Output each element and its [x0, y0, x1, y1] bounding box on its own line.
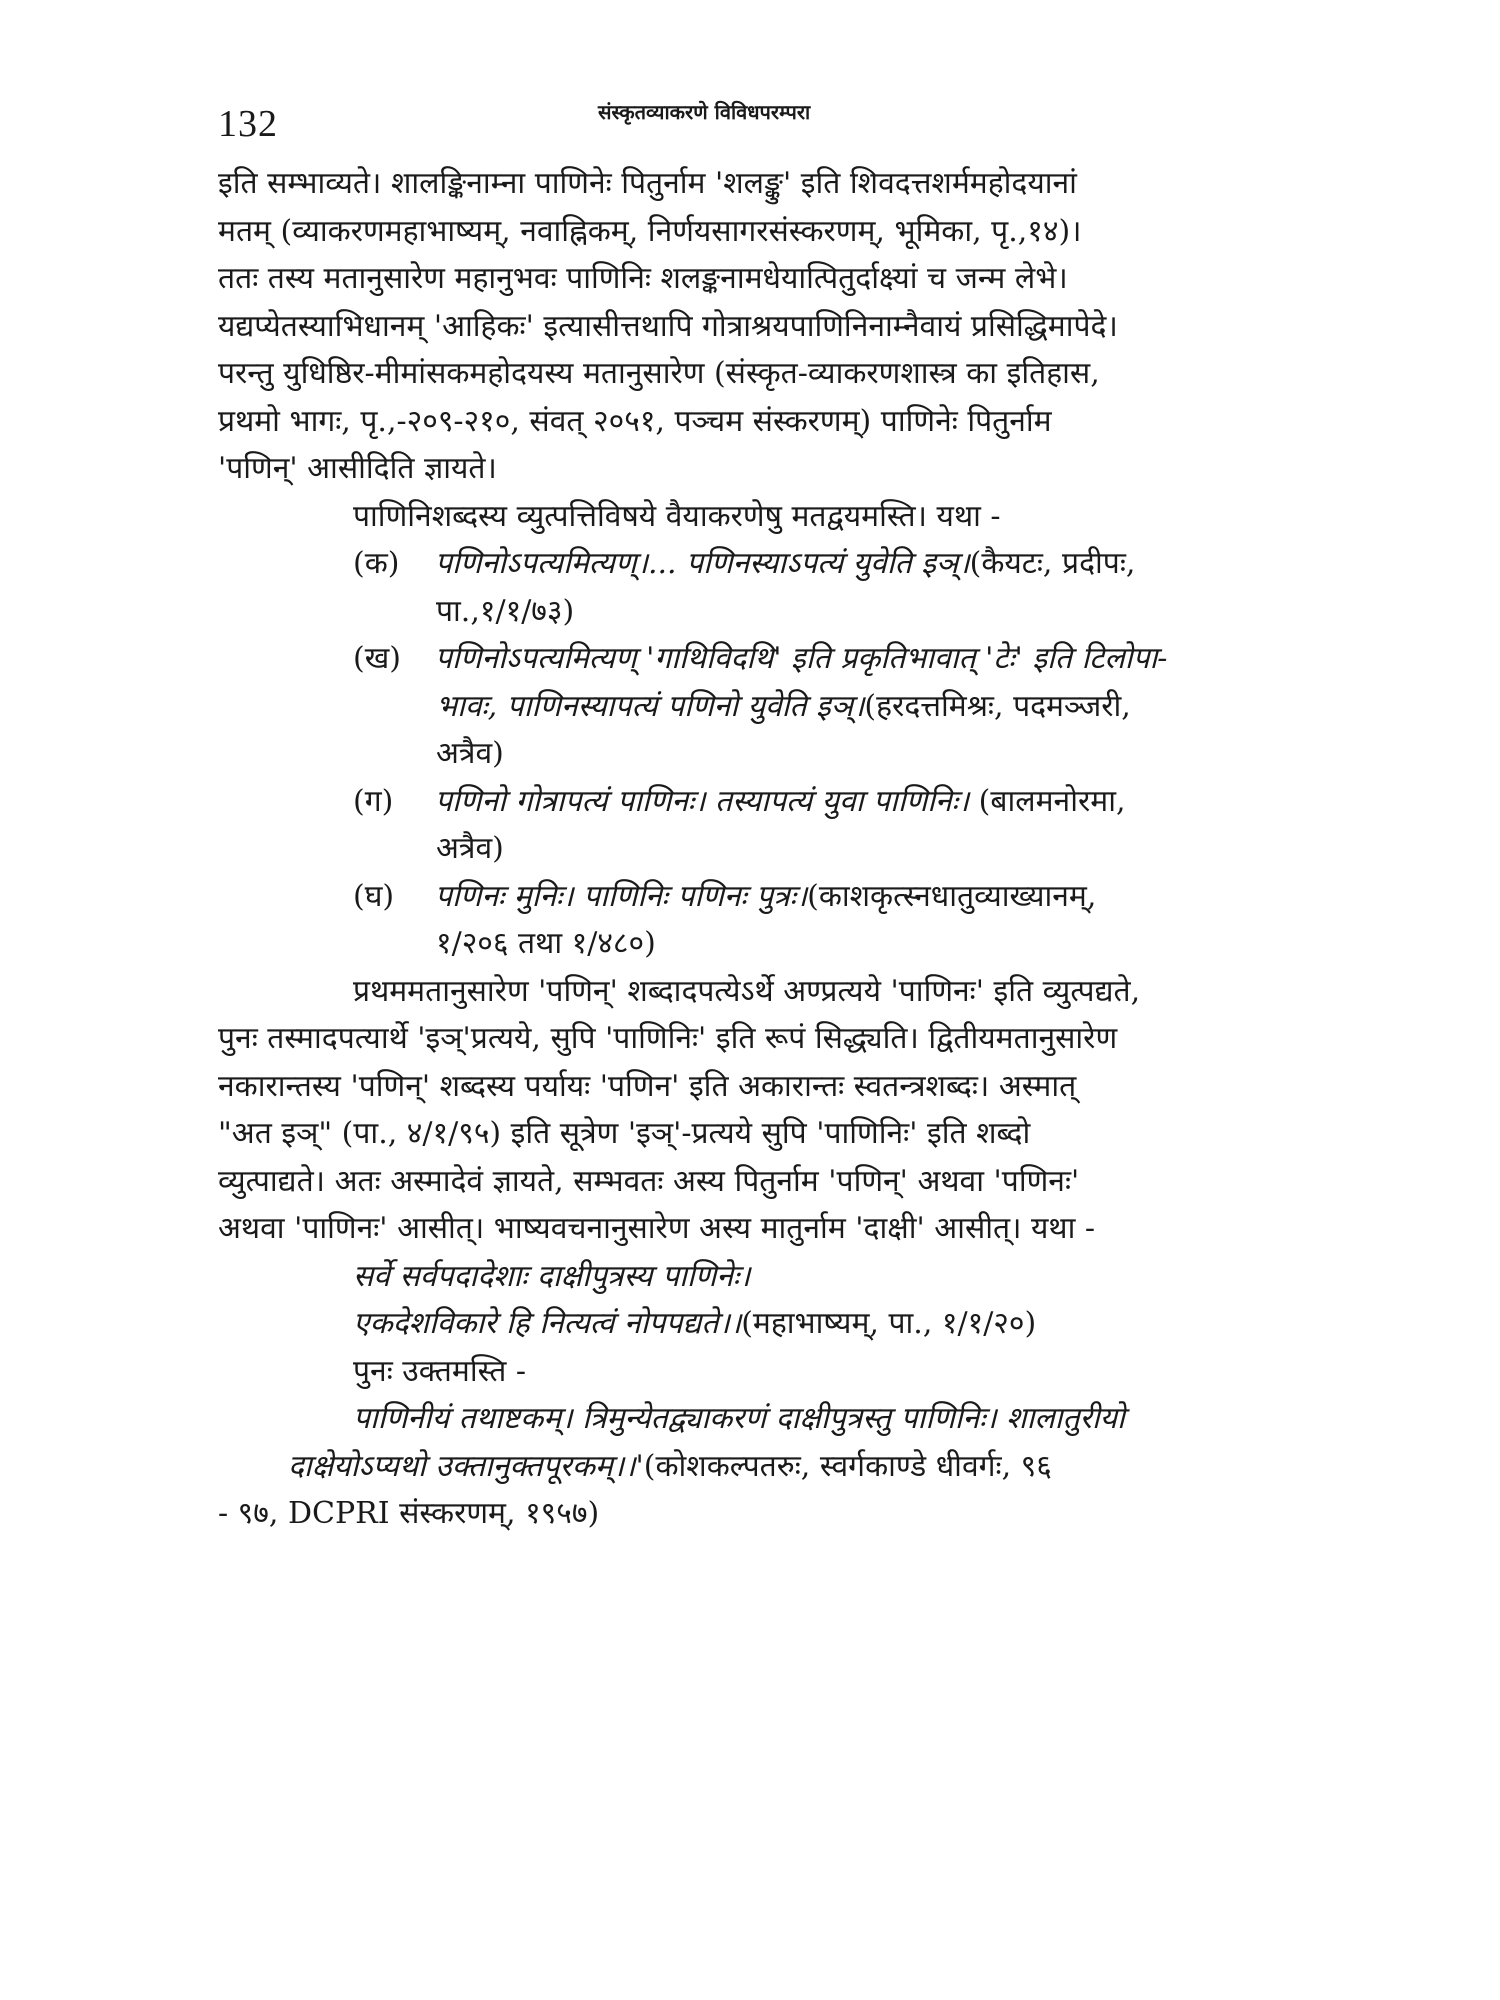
text-line: पुनः उक्तमस्ति -: [353, 1353, 527, 1389]
text-line: प्रथममतानुसारेण 'पणिन्' शब्दादपत्येऽर्थे अण्प्रत्यये 'पाणिनः' इति व्युत्पद्यते,: [353, 973, 1141, 1009]
text-line: नकारान्तस्य 'पणिन्' शब्दस्य पर्यायः 'पणिन' इति अकारान्तः स्वतन्त्रशब्दः। अस्मात्: [218, 1068, 1077, 1104]
text-line: परन्तु युधिष्ठिर-मीमांसकमहोदयस्य मतानुसारेण (संस्कृत-व्याकरणशास्त्र का इतिहास,: [218, 356, 1100, 391]
item-citation: (हरदत्तमिश्रः, पदमञ्जरी,: [864, 688, 1131, 724]
list-item: [218, 635, 1298, 778]
text-line: यद्यप्येतस्याभिधानम् 'आहिकः' इत्यासीत्तथापि गोत्राश्रयपाणिनिनाम्नैवायं प्रसिद्धिमापेदे।: [218, 308, 1118, 344]
item-citation: (काशकृत्स्नधातुव्याख्यानम्,: [807, 878, 1097, 914]
verse-line: पाणिनीयं तथाष्टकम्। त्रिमुन्येतद्व्याकरणं दाक्षीपुत्रस्तु पाणिनिः। शालातुरीयो: [353, 1401, 1125, 1436]
list-intro: पाणिनिशब्दस्य व्युत्पत्तिविषये वैयाकरणेषु मतद्वयमस्ति। यथा -: [353, 498, 1001, 534]
text-line: इति सम्भाव्यते। शालङ्किनाम्ना पाणिनेः पितुर्नाम 'शलङ्कु' इति शिवदत्तशर्ममहोदयानां: [218, 166, 1077, 201]
item-citation-cont: अत्रैव): [436, 831, 504, 866]
item-citation: (बालमनोरमा,: [969, 783, 1126, 819]
text-line: व्युत्पाद्यते। अतः अस्मादेवं ज्ञायते, सम्भवतः अस्य पितुर्नाम 'पणिन्' अथवा 'पणिनः': [218, 1163, 1080, 1199]
verse-citation: (महाभाष्यम्, पा., १/१/२०): [741, 1306, 1037, 1341]
item-citation-cont: पा.,१/१/७३): [436, 593, 575, 629]
verse-citation: (कोशकल्पतरुः, स्वर्गकाण्डे धीवर्गः, ९६: [643, 1448, 1052, 1484]
item-quote: पणिनोऽपत्यमित्यण् 'गाथिविदथि' इति प्रकृतिभावात् 'टेः' इति टिलोपा-: [435, 641, 1168, 676]
text-line: ततः तस्य मतानुसारेण महानुभवः पाणिनिः शलङ्कनामधेयात्पितुर्दाक्ष्यां च जन्म लेभे।: [218, 261, 1068, 296]
body-text: [218, 160, 1298, 1538]
text-line: मतम् (व्याकरणमहाभाष्यम्, नवाह्निकम्, निर्णयसागरसंस्करणम्, भूमिका, पृ.,१४)।: [218, 213, 1082, 249]
text-line: "अत इञ्" (पा., ४/१/९५) इति सूत्रेण 'इञ्'-प्रत्यये सुपि 'पाणिनिः' इति शब्दो: [218, 1116, 1031, 1151]
item-quote-cont: भावः, पाणिनस्यापत्यं पणिनो युवेति इञ्।: [436, 688, 865, 724]
text-line: प्रथमो भागः, पृ.,-२०९-२१०, संवत् २०५१, पञ्चम संस्करणम्) पाणिनेः पितुर्नाम: [218, 403, 1052, 439]
item-citation-cont: १/२०६ तथा १/४८०): [436, 926, 656, 961]
verse-line: दाक्षेयोऽप्यथो उक्तानुक्तपूरकम्।।': [288, 1448, 644, 1484]
text-line: पुनः तस्मादपत्यार्थे 'इञ्'प्रत्यये, सुपि 'पाणिनिः' इति रूपं सिद्ध्यति। द्वितीयमतानुसारेण: [218, 1021, 1118, 1056]
running-title: संस्कृतव्याकरणे विविधपरम्परा: [598, 100, 811, 124]
verse-line: एकदेशविकारे हि नित्यत्वं नोपपद्यते।।: [353, 1306, 742, 1341]
text-line: 'पणिन्' आसीदिति ज्ञायते।: [218, 451, 497, 486]
list-item: [218, 873, 1298, 968]
item-quote: पणिनोऽपत्यमित्यण्।... पणिनस्याऽपत्यं युवेति इञ्।: [435, 546, 970, 581]
text-line: अथवा 'पाणिनः' आसीत्। भाष्यवचनानुसारेण अस्य मातुर्नाम 'दाक्षी' आसीत्। यथा -: [218, 1211, 1096, 1246]
item-quote: पणिनः मुनिः। पाणिनिः पणिनः पुत्रः।: [435, 878, 808, 914]
item-citation-cont: अत्रैव): [436, 736, 504, 771]
item-label: (क): [353, 546, 400, 581]
page-number: 132: [218, 103, 278, 145]
verse-line: सर्वे सर्वपदादेशाः दाक्षीपुत्रस्य पाणिनेः।: [353, 1258, 751, 1294]
item-citation: (कैयटः, प्रदीपः,: [969, 546, 1136, 581]
item-label: (ग): [353, 783, 394, 819]
list-item: [218, 778, 1298, 873]
item-label: (घ): [353, 878, 395, 914]
page-header: [218, 92, 1298, 152]
verse-citation-cont: - ९७, DCPRI संस्करणम्, १९५७): [218, 1496, 600, 1531]
item-label: (ख): [353, 641, 401, 676]
list-item: [218, 540, 1298, 635]
item-quote: पणिनो गोत्रापत्यं पाणिनः। तस्यापत्यं युवा पाणिनिः।: [435, 783, 970, 819]
